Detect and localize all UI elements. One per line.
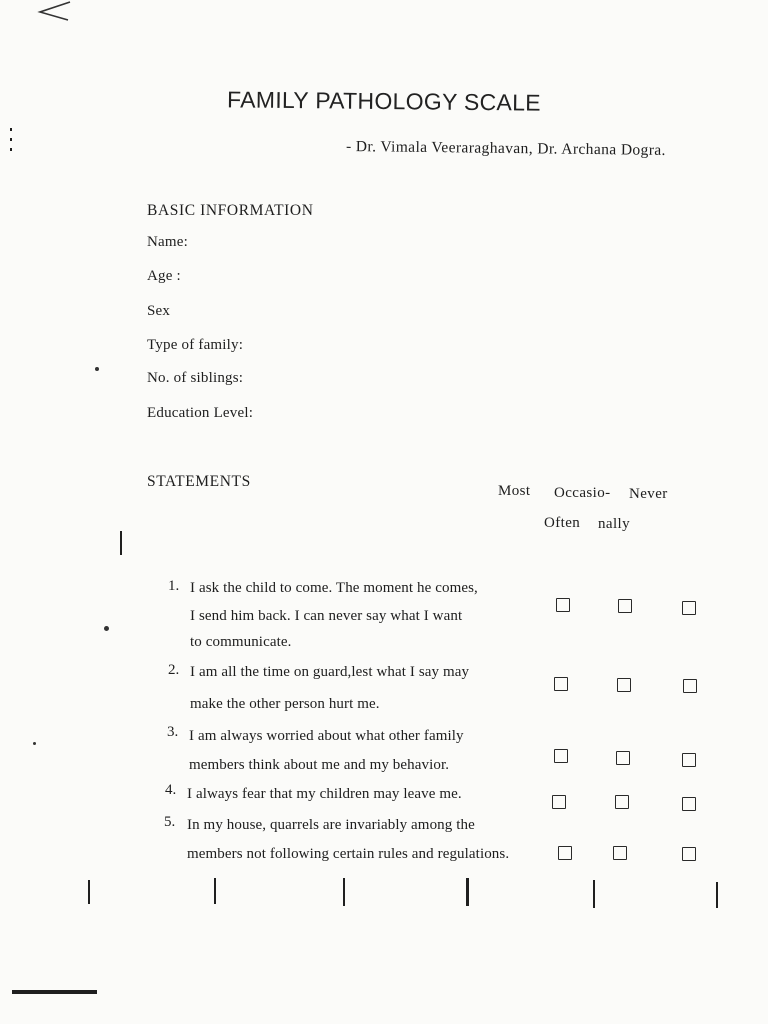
field-type-of-family: Type of family: bbox=[147, 337, 244, 353]
scan-line-mark bbox=[88, 880, 90, 904]
scan-line-mark bbox=[593, 880, 595, 908]
statement-5-never-checkbox[interactable] bbox=[682, 847, 696, 861]
statement-3-occasionally-checkbox[interactable] bbox=[616, 751, 630, 765]
statement-2-line-1: I am all the time on guard,lest what I say may bbox=[190, 664, 470, 680]
col-occasio-label: Occasio- bbox=[554, 485, 611, 501]
statement-2-line-2: make the other person hurt me. bbox=[190, 696, 380, 712]
statement-2-occasionally-checkbox[interactable] bbox=[617, 678, 631, 692]
scan-line-mark bbox=[214, 878, 216, 904]
field-name: Name: bbox=[147, 234, 188, 250]
scan-line-mark bbox=[343, 878, 345, 906]
field-siblings: No. of siblings: bbox=[147, 370, 244, 386]
statement-number: 1. bbox=[168, 578, 180, 594]
document-title: FAMILY PATHOLOGY SCALE bbox=[226, 86, 542, 116]
statement-2-most-often-checkbox[interactable] bbox=[554, 677, 568, 691]
statement-1-line-2: I send him back. I can never say what I want bbox=[190, 608, 463, 624]
scan-speck bbox=[104, 626, 109, 631]
scan-speck bbox=[33, 742, 36, 745]
statement-2-never-checkbox[interactable] bbox=[683, 679, 697, 693]
document-authors: - Dr. Vimala Veeraraghavan, Dr. Archana Dogra. bbox=[345, 138, 666, 159]
col-nally-label: nally bbox=[598, 516, 630, 532]
basic-info-heading: BASIC INFORMATION bbox=[147, 202, 314, 219]
field-sex: Sex bbox=[147, 303, 171, 319]
scan-line-mark bbox=[10, 138, 12, 141]
statement-4-most-often-checkbox[interactable] bbox=[552, 795, 566, 809]
statement-5-most-often-checkbox[interactable] bbox=[558, 846, 572, 860]
scan-line-mark bbox=[120, 531, 122, 555]
field-age: Age : bbox=[147, 268, 181, 284]
scan-line-mark bbox=[12, 990, 97, 994]
scan-speck bbox=[95, 367, 99, 371]
col-often-label: Often bbox=[544, 515, 581, 531]
statement-4-never-checkbox[interactable] bbox=[682, 797, 696, 811]
scan-line-mark bbox=[466, 878, 469, 906]
statement-1-most-often-checkbox[interactable] bbox=[556, 598, 570, 612]
statements-heading: STATEMENTS bbox=[147, 473, 251, 490]
statement-5-line-2: members not following certain rules and regulations. bbox=[187, 846, 510, 862]
statement-1-never-checkbox[interactable] bbox=[682, 601, 696, 615]
col-most-label: Most bbox=[498, 483, 531, 499]
statement-number: 4. bbox=[165, 782, 177, 798]
scan-line-mark bbox=[10, 148, 12, 151]
field-education: Education Level: bbox=[147, 405, 254, 421]
statement-3-line-2: members think about me and my behavior. bbox=[189, 757, 450, 773]
statement-4-line-1: I always fear that my children may leave me. bbox=[187, 786, 462, 802]
statement-3-never-checkbox[interactable] bbox=[682, 753, 696, 767]
statement-3-most-often-checkbox[interactable] bbox=[554, 749, 568, 763]
statement-number: 3. bbox=[167, 724, 179, 740]
corner-pen-mark bbox=[34, 0, 74, 24]
statement-1-occasionally-checkbox[interactable] bbox=[618, 599, 632, 613]
statement-number: 2. bbox=[168, 662, 180, 678]
statement-1-line-1: I ask the child to come. The moment he comes, bbox=[190, 580, 478, 596]
statement-4-occasionally-checkbox[interactable] bbox=[615, 795, 629, 809]
scan-line-mark bbox=[716, 882, 718, 908]
statement-5-occasionally-checkbox[interactable] bbox=[613, 846, 627, 860]
statement-3-line-1: I am always worried about what other family bbox=[189, 728, 464, 744]
statement-5-line-1: In my house, quarrels are invariably among the bbox=[187, 817, 475, 833]
scan-line-mark bbox=[10, 128, 12, 131]
col-never-label: Never bbox=[629, 486, 668, 502]
statement-1-line-3: to communicate. bbox=[190, 634, 292, 650]
statement-number: 5. bbox=[164, 814, 176, 830]
